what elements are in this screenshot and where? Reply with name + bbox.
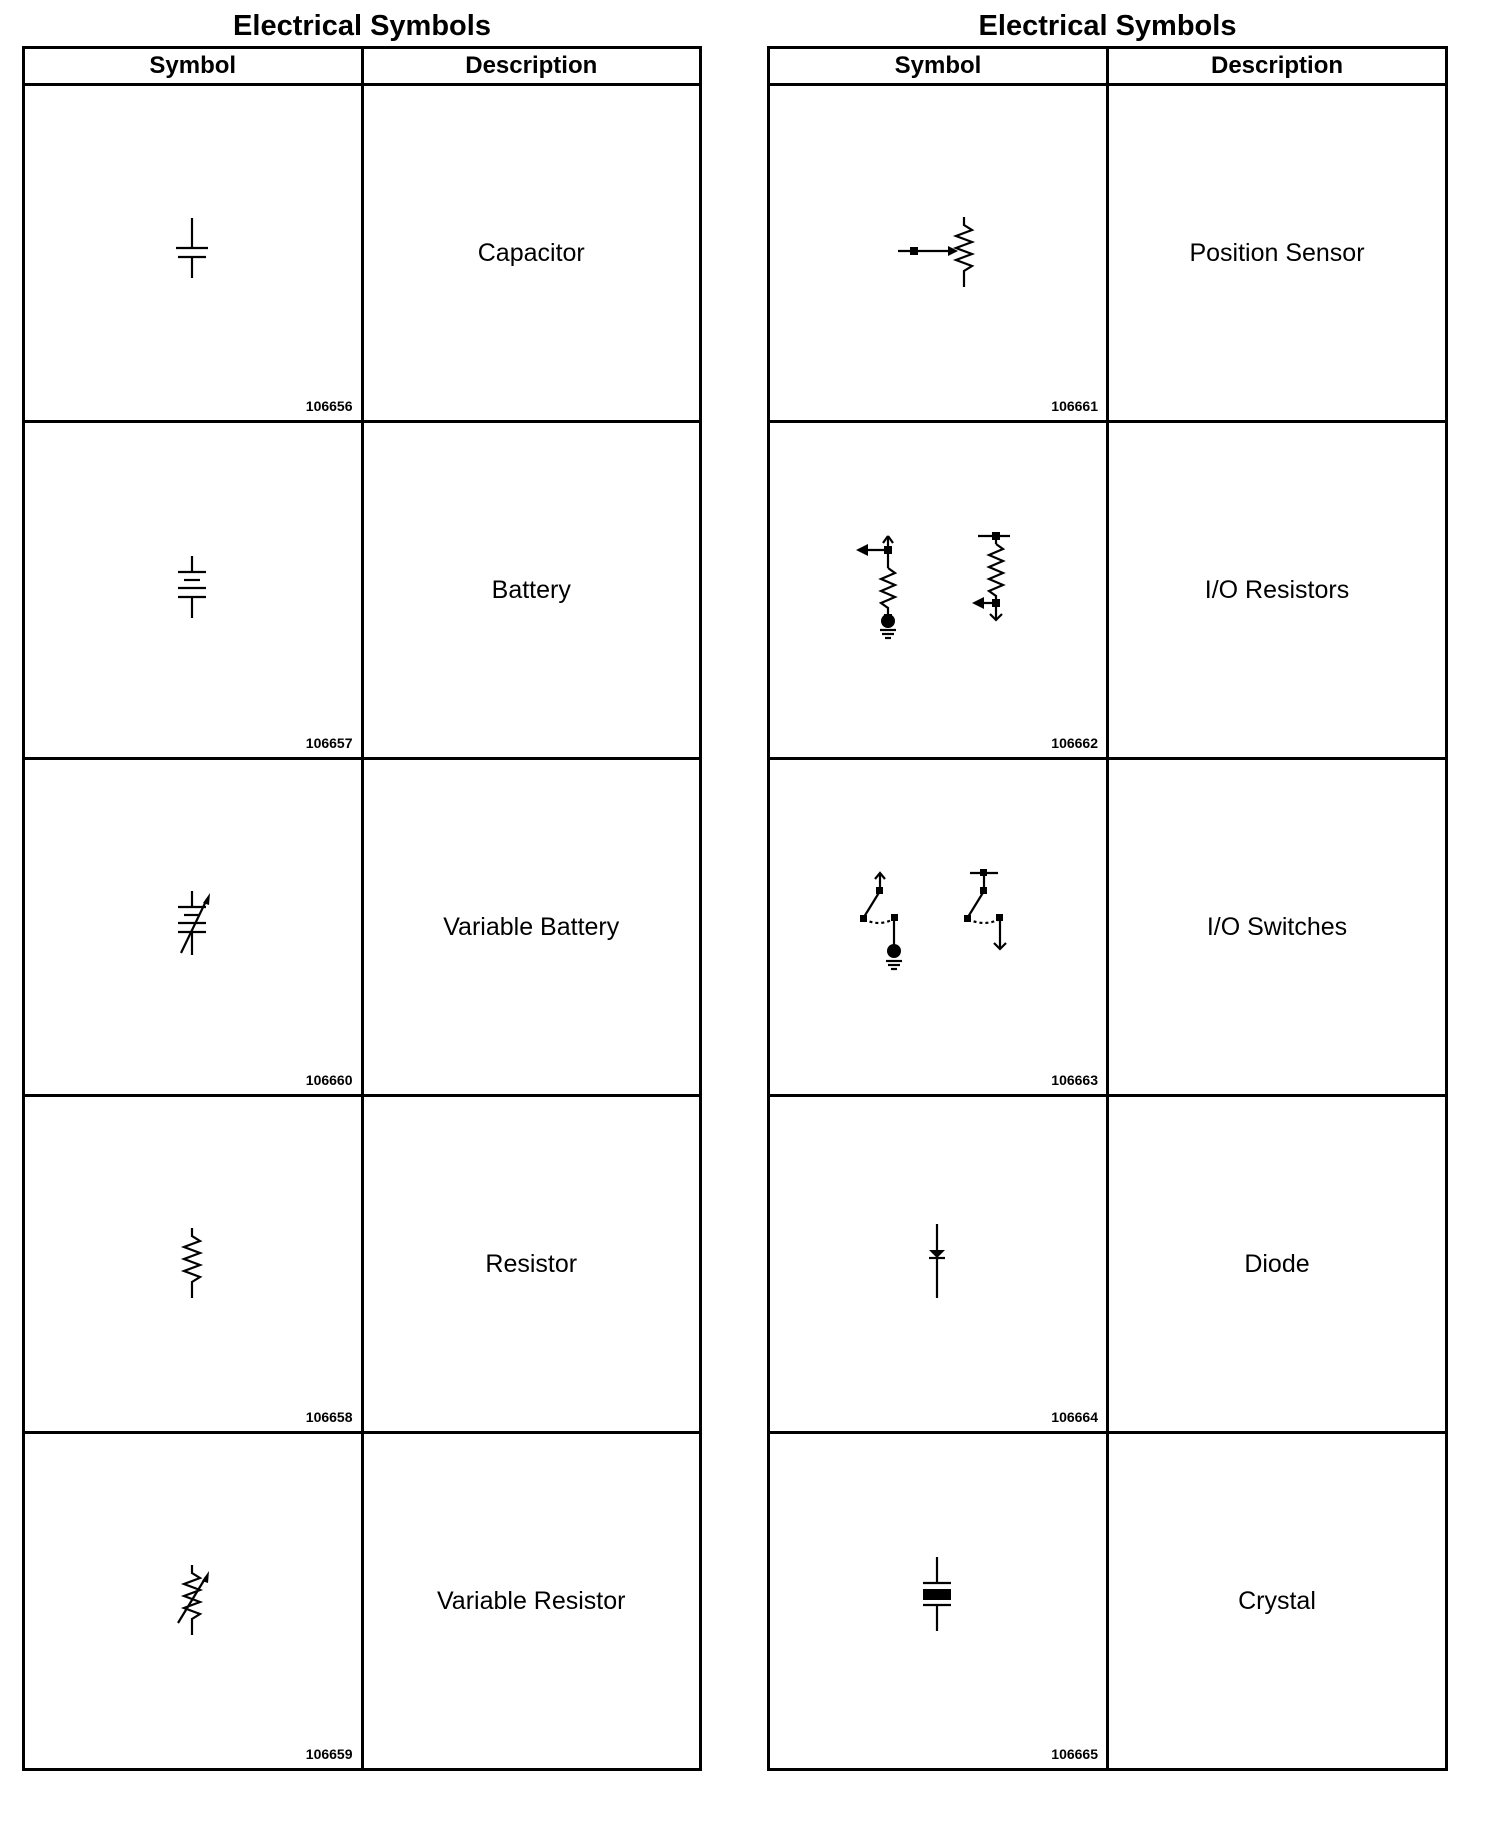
- description-cell: Crystal: [1108, 1433, 1447, 1770]
- left-header-description: Description: [362, 48, 701, 85]
- table-row: [769, 422, 1447, 759]
- symbol-cell: [24, 1096, 363, 1433]
- variable-resistor-icon: [133, 1551, 253, 1651]
- left-table-header-row: [24, 48, 701, 85]
- diode-icon: [878, 1214, 998, 1314]
- table-row: [769, 85, 1447, 422]
- left-table: [22, 46, 702, 1771]
- capacitor-icon: [133, 203, 253, 303]
- description-cell: Capacitor: [362, 85, 701, 422]
- position-sensor-icon: [878, 203, 998, 303]
- symbol-cell: [769, 422, 1108, 759]
- description-cell: I/O Resistors: [1108, 422, 1447, 759]
- symbol-cell: [24, 422, 363, 759]
- right-table-header-row: [769, 48, 1447, 85]
- symbol-cell: [769, 759, 1108, 1096]
- symbol-cell: [24, 759, 363, 1096]
- variable-battery-icon: [133, 877, 253, 977]
- figure-number: 106660: [305, 1072, 353, 1088]
- io-switches-icon: [838, 867, 1038, 987]
- description-cell: Diode: [1108, 1096, 1447, 1433]
- description-cell: Variable Battery: [362, 759, 701, 1096]
- figure-number: 106661: [1051, 398, 1098, 414]
- right-table-title: Electrical Symbols: [978, 10, 1237, 42]
- io-resistors-icon: [838, 530, 1038, 650]
- table-row: [769, 1433, 1447, 1770]
- resistor-icon: [133, 1214, 253, 1314]
- description-cell: I/O Switches: [1108, 759, 1447, 1096]
- figure-number: 106658: [305, 1409, 353, 1425]
- symbol-cell: [24, 1433, 363, 1770]
- symbol-cell: [769, 1433, 1108, 1770]
- left-table-title: Electrical Symbols: [233, 10, 491, 42]
- crystal-icon: [878, 1551, 998, 1651]
- description-cell: Resistor: [362, 1096, 701, 1433]
- description-cell: Position Sensor: [1108, 85, 1447, 422]
- table-row: [769, 1096, 1447, 1433]
- right-header-description: Description: [1108, 48, 1447, 85]
- symbol-cell: [769, 85, 1108, 422]
- table-row: [24, 1096, 701, 1433]
- figure-number: 106665: [1051, 1746, 1098, 1762]
- symbol-cell: [769, 1096, 1108, 1433]
- figure-number: 106657: [305, 735, 353, 751]
- description-cell: Variable Resistor: [362, 1433, 701, 1770]
- figure-number: 106663: [1051, 1072, 1098, 1088]
- right-table: [767, 46, 1448, 1771]
- table-row: [24, 1433, 701, 1770]
- table-row: [24, 759, 701, 1096]
- battery-icon: [133, 540, 253, 640]
- right-symbol-table: [767, 6, 1448, 1771]
- table-row: [769, 759, 1447, 1096]
- figure-number: 106656: [305, 398, 353, 414]
- left-header-symbol: Symbol: [24, 48, 363, 85]
- table-row: [24, 422, 701, 759]
- symbol-cell: [24, 85, 363, 422]
- left-symbol-table: [22, 6, 702, 1771]
- figure-number: 106662: [1051, 735, 1098, 751]
- figure-number: 106664: [1051, 1409, 1098, 1425]
- figure-number: 106659: [305, 1746, 353, 1762]
- description-cell: Battery: [362, 422, 701, 759]
- right-header-symbol: Symbol: [769, 48, 1108, 85]
- table-row: [24, 85, 701, 422]
